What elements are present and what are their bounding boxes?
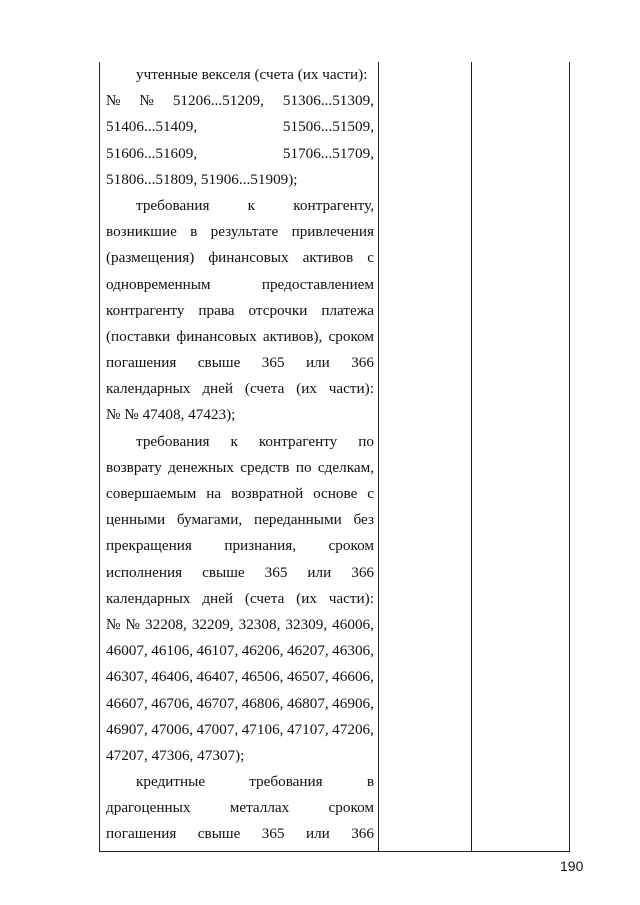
text-line [106, 533, 374, 559]
text-word: 51806...51809, 51906...51909); [106, 170, 298, 188]
text-word: 46906, [332, 694, 374, 712]
text-line [106, 62, 374, 88]
text-word: или [305, 354, 330, 372]
text-line [106, 691, 374, 717]
text-word: календарных [106, 589, 191, 607]
text-word: исполнения [106, 563, 183, 581]
text-word: в [366, 773, 374, 791]
text-word: погашения [106, 354, 177, 372]
text-word: привлечения [291, 223, 374, 241]
text-line [106, 350, 374, 376]
text-word: по [358, 432, 374, 450]
text-line [106, 586, 374, 612]
text-line [106, 507, 374, 533]
text-line [106, 429, 374, 455]
text-word: свыше [202, 563, 245, 581]
text-line [106, 560, 374, 586]
text-word: 51506...51509, [282, 118, 374, 136]
text-word: металлах [229, 799, 290, 817]
text-word: календарных [106, 380, 191, 398]
text-word: дней [202, 589, 234, 607]
text-word: контрагенту, [293, 196, 374, 214]
text-line [106, 481, 374, 507]
text-word: кредитные [136, 773, 206, 791]
text-word: на [206, 485, 222, 502]
text-word: 46507, [286, 668, 329, 686]
text-word: активов [302, 249, 354, 267]
text-word: сроком [328, 799, 374, 817]
text-word: 365 [264, 563, 288, 581]
text-word: возникшие [106, 223, 177, 241]
text-line [106, 324, 374, 350]
text-line [106, 455, 374, 481]
text-word: 46307, [106, 668, 148, 686]
text-line [106, 769, 374, 795]
text-word: 32308, [238, 615, 281, 633]
text-word: ценными [106, 511, 166, 529]
text-word: № [125, 615, 141, 633]
text-line [106, 717, 374, 743]
text-word: дней [202, 380, 234, 398]
text-word: контрагенту [258, 432, 338, 450]
column-divider [471, 62, 472, 851]
text-word: свыше [197, 825, 241, 843]
text-word: 46506, [241, 668, 284, 686]
text-word: возвратной [230, 485, 304, 502]
text-word: (их [296, 589, 317, 607]
text-word: активов), [262, 327, 323, 345]
text-word: 46107, [196, 642, 239, 660]
text-word: платежа [321, 301, 374, 319]
text-line [106, 376, 374, 402]
text-word: признания, [224, 537, 297, 555]
text-line [106, 272, 374, 298]
table-cell-text [106, 62, 374, 848]
text-word: 46606, [332, 668, 374, 686]
text-word: 365 [261, 825, 285, 843]
text-word: 51606...51609, [106, 144, 198, 162]
text-word: 46807, [286, 694, 329, 712]
text-word: к [230, 432, 238, 450]
text-word: 47106, [241, 720, 284, 738]
text-word: финансовых [208, 249, 289, 267]
text-word: права [198, 301, 235, 319]
text-word: 47207, 47306, 47307); [106, 746, 245, 764]
text-line [106, 638, 374, 664]
text-word: 46406, [151, 668, 193, 686]
text-word: с [367, 249, 374, 267]
text-word: 46006, [332, 615, 374, 633]
text-word: одновременным [106, 275, 211, 293]
text-word: 46007, [106, 642, 148, 660]
text-word: финансовых [176, 327, 257, 345]
text-word: 32209, [191, 615, 234, 633]
page-number: 190 [560, 858, 584, 874]
text-line [106, 821, 374, 847]
text-word: 47206, [332, 720, 374, 738]
text-word: 51706...51709, [282, 144, 374, 162]
text-word: 51306...51309, [282, 92, 374, 110]
text-word: без [353, 511, 374, 529]
text-word: результате [210, 223, 279, 241]
text-line [106, 245, 374, 271]
text-word: денежных [168, 458, 234, 476]
text-word: (счета [244, 380, 285, 398]
text-word: 51206...51209, [172, 92, 264, 110]
text-line [106, 612, 374, 638]
text-word: 46806, [241, 694, 284, 712]
text-word: средств [240, 458, 290, 476]
text-word: части): [328, 589, 374, 607]
text-word: (поставки [106, 327, 171, 345]
text-line [106, 402, 374, 428]
text-word: № [139, 92, 154, 110]
text-line [106, 219, 374, 245]
text-word: погашения [106, 825, 177, 843]
text-word: 32208, [145, 615, 187, 633]
text-word: сроком [328, 327, 374, 345]
text-line [106, 141, 374, 167]
text-word: драгоценных [106, 799, 191, 817]
text-word: отсрочки [248, 301, 308, 319]
text-word: или [307, 563, 332, 581]
text-word: переданными [254, 511, 342, 529]
text-word: 46706, [151, 694, 193, 712]
text-word: свыше [197, 354, 241, 372]
text-word: 46707, [196, 694, 239, 712]
text-word: учтенные векселя (счета (их части): [136, 66, 368, 83]
text-word: сделкам, [317, 458, 374, 476]
text-word: требования [136, 196, 210, 214]
text-word: № № 47408, 47423); [106, 406, 236, 424]
text-word: основе [313, 485, 358, 502]
text-word: к [247, 196, 256, 214]
text-word: 47006, [151, 720, 193, 738]
text-line [106, 167, 374, 193]
text-word: № [106, 615, 121, 633]
text-word: 366 [351, 825, 374, 843]
text-word: (их [296, 380, 317, 398]
text-word: 51406...51409, [106, 118, 198, 136]
text-word: 47007, [196, 720, 239, 738]
text-word: 46407, [196, 668, 239, 686]
text-line [106, 795, 374, 821]
text-word: (размещения) [106, 249, 195, 267]
text-line [106, 193, 374, 219]
text-word: 365 [261, 354, 285, 372]
text-word: совершаемым [106, 485, 197, 502]
text-word: 46207, [286, 642, 329, 660]
text-word: 46206, [241, 642, 284, 660]
text-line [106, 743, 374, 769]
text-word: № [106, 92, 121, 110]
text-word: 366 [351, 563, 374, 581]
text-word: 46907, [106, 720, 148, 738]
text-word: или [305, 825, 330, 843]
text-word: по [295, 458, 312, 476]
column-divider [378, 62, 379, 851]
text-word: бумагами, [176, 511, 243, 529]
text-word: возврату [106, 458, 162, 476]
text-word: 46306, [332, 642, 374, 660]
text-word: (счета [244, 589, 285, 607]
text-word: 366 [351, 354, 374, 372]
text-word: части): [328, 380, 374, 398]
text-word: с [367, 485, 374, 502]
text-word: сроком [328, 537, 374, 555]
text-line [106, 114, 374, 140]
text-word: предоставлением [261, 275, 374, 293]
text-word: требования [249, 773, 323, 791]
text-word: требования [136, 432, 210, 450]
text-line [106, 664, 374, 690]
text-word: 47107, [286, 720, 329, 738]
text-word: 46607, [106, 694, 148, 712]
text-word: 46106, [151, 642, 193, 660]
text-line [106, 88, 374, 114]
text-word: контрагенту [106, 301, 185, 319]
text-word: 32309, [285, 615, 328, 633]
text-word: в [190, 223, 198, 241]
text-line [106, 298, 374, 324]
text-word: прекращения [106, 537, 192, 555]
